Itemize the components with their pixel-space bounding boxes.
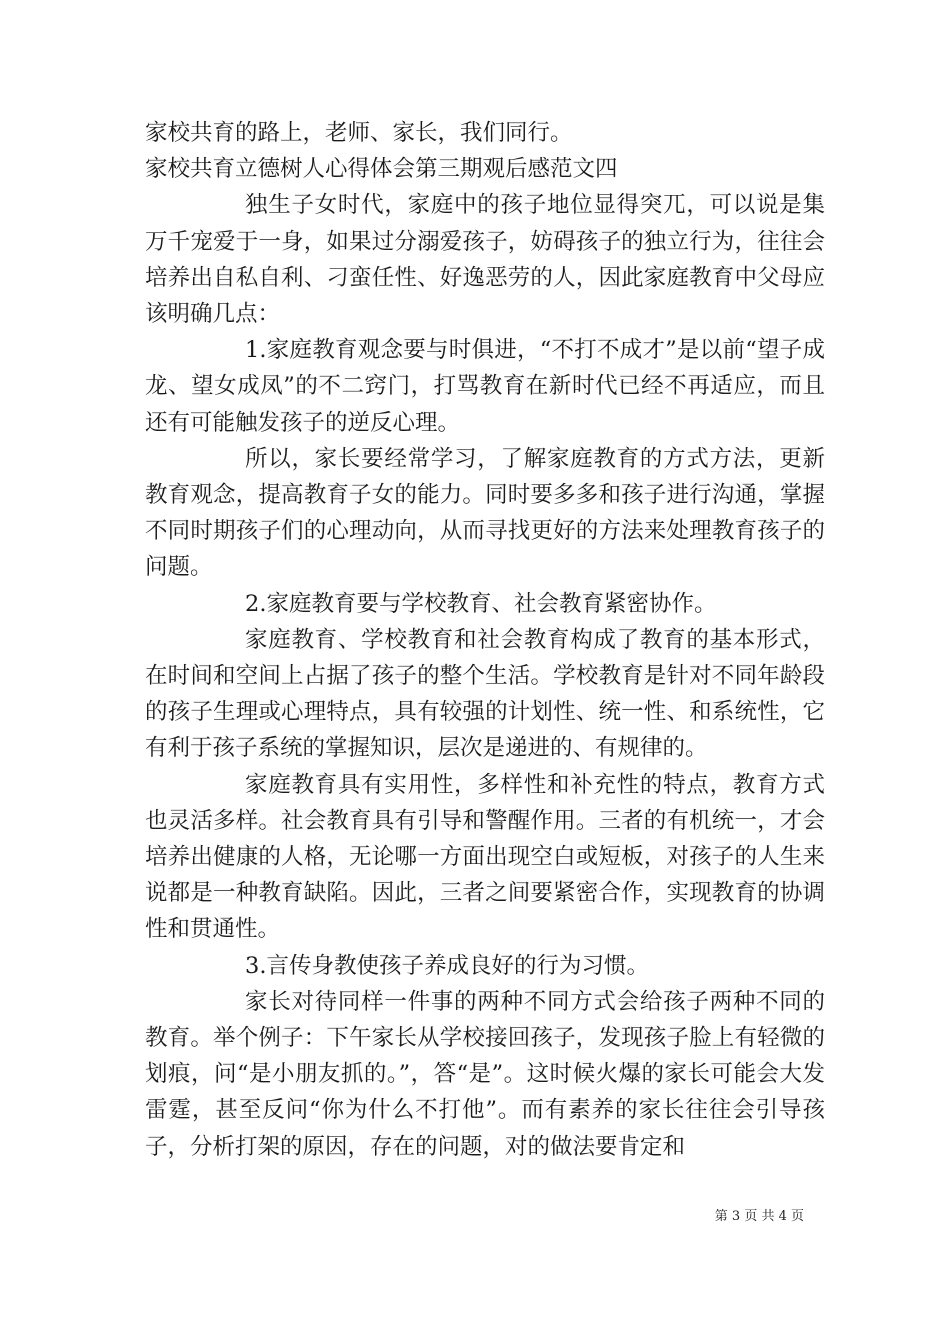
paragraph-point-2-detail-b: 家庭教育具有实用性，多样性和补充性的特点，教育方式也灵活多样。社会教育具有引导和警醒作用。三者的有机统一，才会培养出健康的人格，无论哪一方面出现空白或短板，对孩子的人生来说都是一种教育缺陷。因此，三者之间要紧密合作，实现教育的协调性和贯通性。 xyxy=(145,771,825,943)
paragraph-closing-line: 家校共育的路上，老师、家长，我们同行。 xyxy=(145,120,573,146)
paragraph-point-1: 1.家庭教育观念要与时俱进，“不打不成才”是以前“望子成龙、望女成凤”的不二窍门，打骂教育在新时代已经不再适应，而且还有可能触发孩子的逆反心理。 xyxy=(145,337,825,436)
paragraph-point-1-detail: 所以，家长要经常学习，了解家庭教育的方式方法，更新教育观念，提高教育子女的能力。同时要多多和孩子进行沟通，掌握不同时期孩子们的心理动向，从而寻找更好的方法来处理教育孩子的问题。 xyxy=(145,445,825,581)
paragraph-point-3-detail: 家长对待同样一件事的两种不同方式会给孩子两种不同的教育。举个例子：下午家长从学校接回孩子，发现孩子脸上有轻微的划痕，问“是小朋友抓的。”，答“是”。这时候火爆的家长可能会大发雷霆，甚至反问“你为什么不打他”。而有素养的家长往往会引导孩子，分析打架的原因，存在的问题，对的做法要肯定和 xyxy=(145,988,825,1160)
paragraph-point-2-detail-a: 家庭教育、学校教育和社会教育构成了教育的基本形式，在时间和空间上占据了孩子的整个生活。学校教育是针对不同年龄段的孩子生理或心理特点，具有较强的计划性、统一性、和系统性，它有利于孩子系统的掌握知识，层次是递进的、有规律的。 xyxy=(145,626,825,762)
page-number-footer: 第 3 页 共 4 页 xyxy=(714,1209,804,1224)
section-title: 家校共育立德树人心得体会第三期观后感范文四 xyxy=(145,156,618,183)
paragraph-point-2: 2.家庭教育要与学校教育、社会教育紧密协作。 xyxy=(245,590,717,617)
paragraph-intro: 独生子女时代，家庭中的孩子地位显得突兀，可以说是集万千宠爱于一身，如果过分溺爱孩子，妨碍孩子的独立行为，往往会培养出自私自利、刁蛮任性、好逸恶劳的人，因此家庭教育中父母应该明确几点： xyxy=(145,192,825,328)
document-body xyxy=(145,115,825,1165)
paragraph-point-3: 3.言传身教使孩子养成良好的行为习惯。 xyxy=(245,952,649,979)
